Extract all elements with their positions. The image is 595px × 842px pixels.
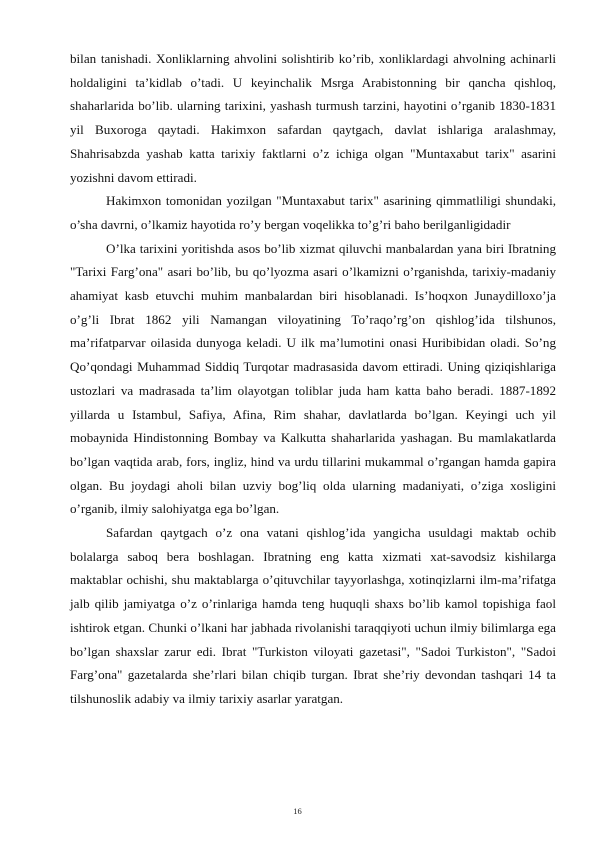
page-number: 16	[293, 806, 302, 816]
paragraph-4: Safardan qaytgach o’z ona vatani qishlog’ida yangicha usuldagi maktab ochib bolalarga saboq bera boshlagan. Ibratning eng katta xizmati xat-savodsiz kishilarga maktablar ochishi, shu maktablarga o’qituvchilar tayyorlashga, xotinqizlarni ilm-ma’rifatga jalb qilib jamiyatga o’z o’rinlariga hamda teng huquqli shaxs bo’lib kamol topishiga faol ishtirok etgan. Chunki o’lkani har jabhada rivolanishi taraqqiyoti uchun ilmiy bilimlarga ega bo’lgan shaxslar zarur edi. Ibrat "Turkiston viloyati gazetasi", "Sadoi Turkiston", "Sadoi Farg’ona" gazetalarda she’rlari bilan chiqib turgan. Ibrat she’riy devondan tashqari 14 ta tilshunoslik adabiy va ilmiy tarixiy asarlar yaratgan.	[70, 525, 556, 706]
paragraph-2: Hakimxon tomonidan yozilgan "Muntaxabut tarix" asarining qimmatliligi shundaki, o’sha davrni, o’lkamiz hayotida ro’y bergan voqelikka to’g’ri baho berilganligidadir	[70, 193, 556, 232]
paragraph-1: bilan tanishadi. Xonliklarning ahvolini solishtirib ko’rib, xonliklardagi ahvolning achinarli holdaligini ta’kidlab o’tadi. U keyinchalik Msrga Arabistonning bir qancha qishloq, shaharlarida bo’lib. ularning tarixini, yashash turmush tarzini, hayotini o’rganib 1830-1831 yil Buxoroga qaytadi. Hakimxon safardan qaytgach, davlat ishlariga aralashmay, Shahrisabzda yashab katta tarixiy faktlarni o’z ichiga olgan "Muntaxabut tarix" asarini yozishni davom ettiradi.	[70, 51, 556, 185]
body-text	[70, 47, 556, 711]
paragraph-3: O’lka tarixini yoritishda asos bo’lib xizmat qiluvchi manbalardan yana biri Ibratning "Tarixi Farg’ona" asari bo’lib, bu qo’lyozma asari o’lkamizni o’rganishda, tarixiy-madaniy ahamiyat kasb etuvchi muhim manbalardan biri hisoblanadi. Is’hoqxon Junaydilloxo’ja o’g’li Ibrat 1862 yili Namangan viloyatining To’raqo’rg’on qishlog’ida tilshunos, ma’rifatparvar oilasida dunyoga keladi. U ilk ma’lumotini onasi Huribibidan oladi. So’ng Qo’qondagi Muhammad Siddiq Turqotar madrasasida davom ettiradi. Uning qiziqishlariga ustozlari va madrasada ta’lim olayotgan toliblar juda ham katta baho beradi. 1887-1892 yillarda u Istambul, Safiya, Afina, Rim shahar, davlatlarda bo’lgan. Keyingi uch yil mobaynida Hindistonning Bombay va Kalkutta shaharlarida yashagan. Bu mamlakatlarda bo’lgan vaqtida arab, fors, ingliz, hind va urdu tillarini mukammal o’rgangan hamda gapira olgan. Bu joydagi aholi bilan uzviy bog’liq olda ularning madaniyati, o’ziga xosligini o’rganib, ilmiy salohiyatga ega bo’lgan.	[70, 240, 556, 517]
